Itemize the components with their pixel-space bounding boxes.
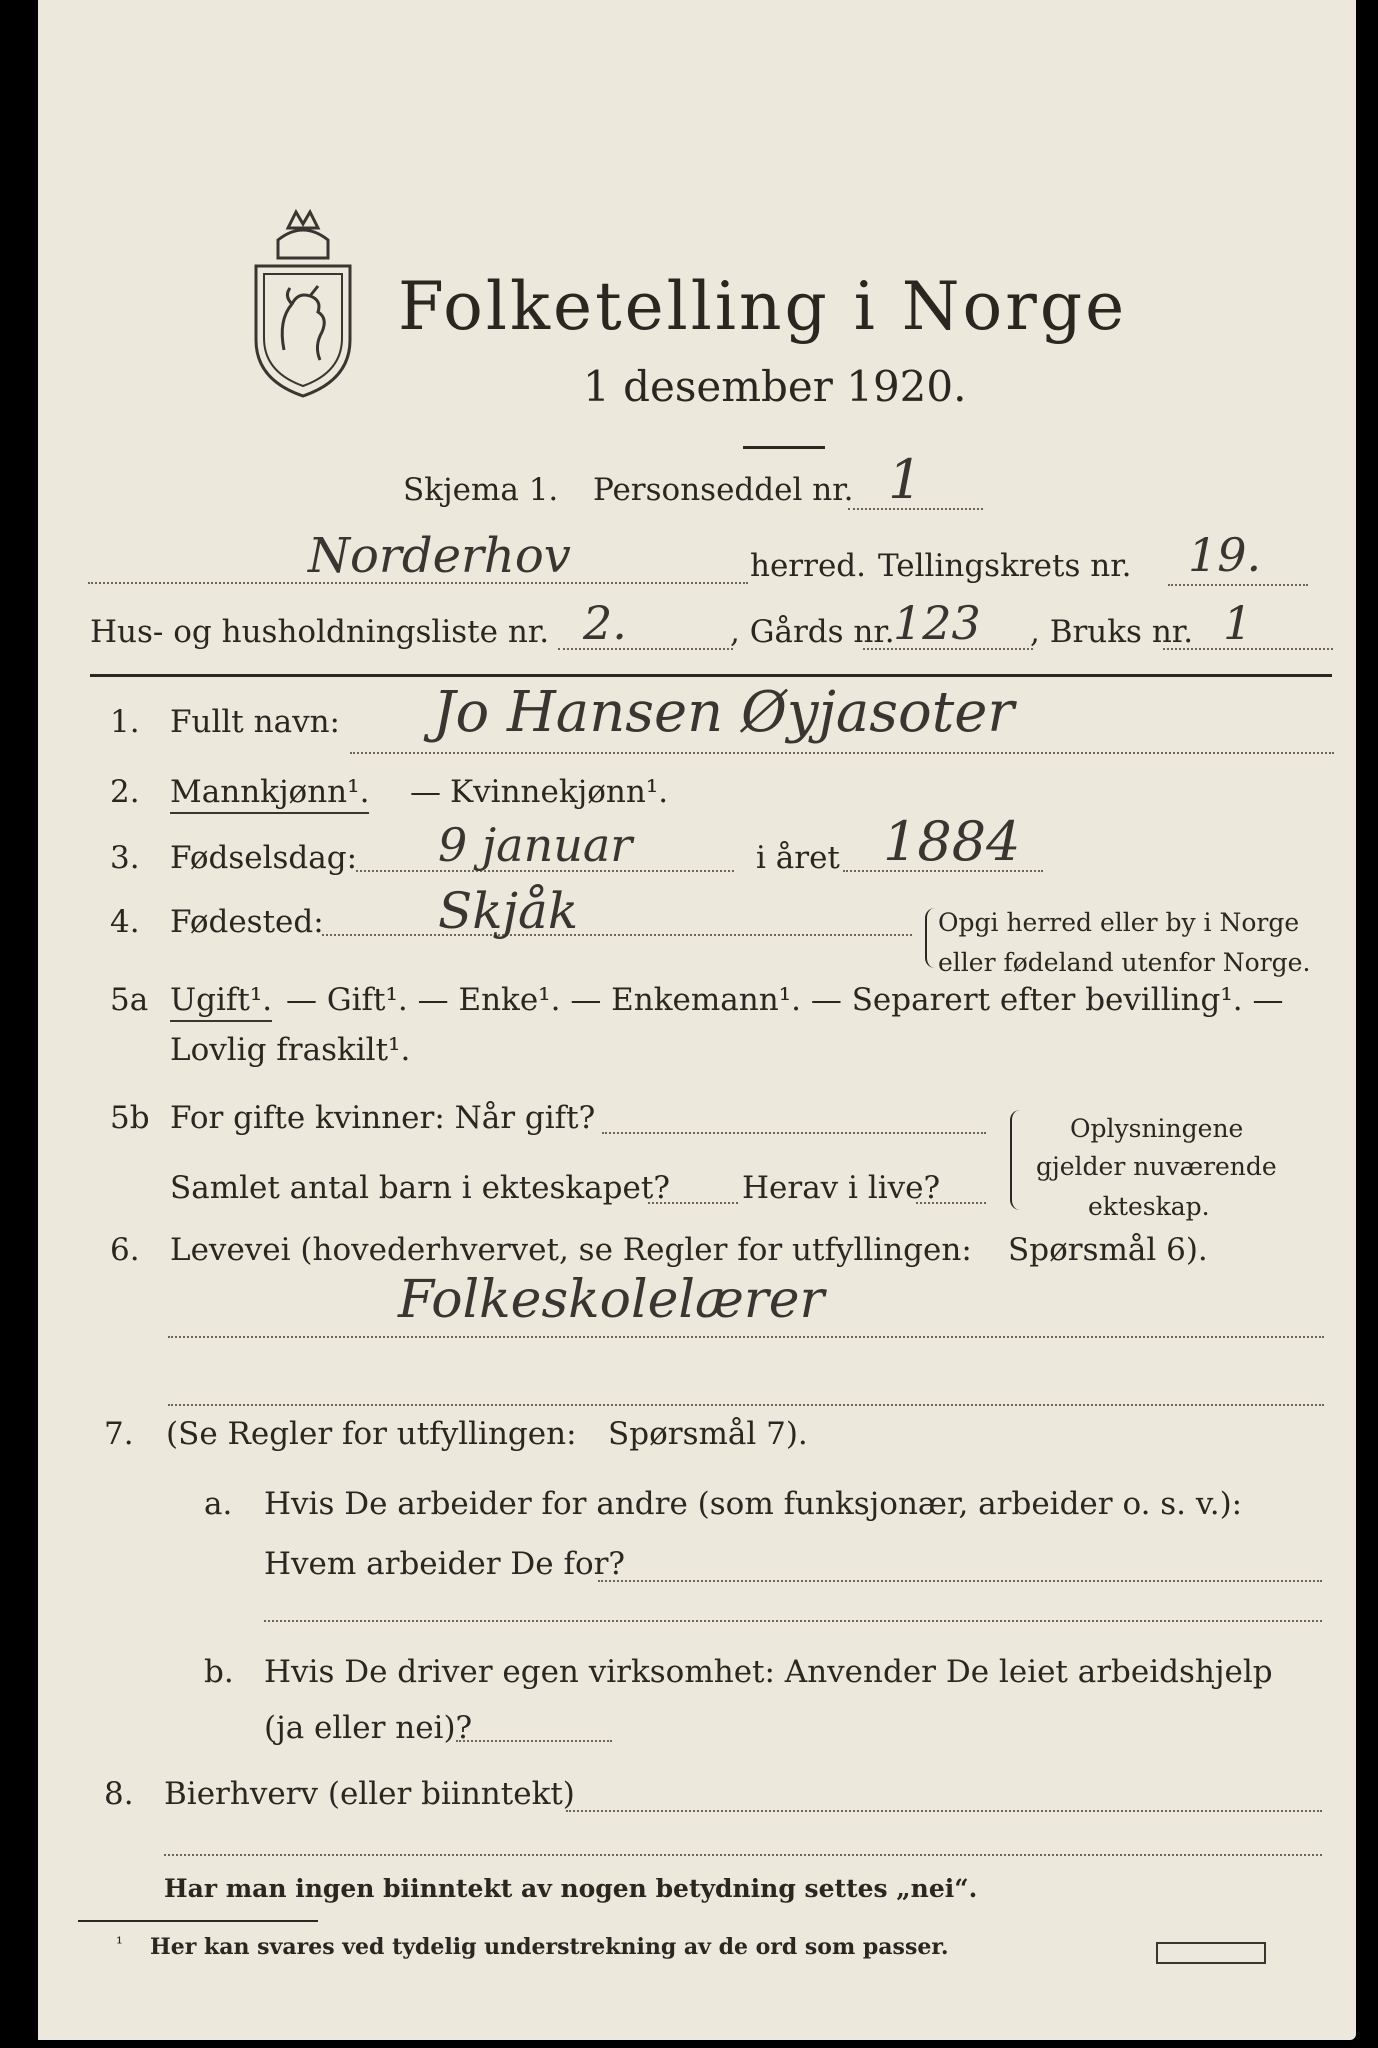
alive-label: Herav i live?: [742, 1170, 941, 1206]
birth-date-value[interactable]: 9 januar: [438, 818, 633, 872]
bruks-value[interactable]: 1: [1223, 596, 1253, 650]
title-divider: [743, 446, 825, 449]
birth-year-value[interactable]: 1884: [883, 810, 1021, 873]
q7-label: (Se Regler for utfyllingen:: [166, 1416, 577, 1452]
gards-value[interactable]: 123: [893, 596, 981, 650]
q5b-number: 5b: [110, 1100, 150, 1136]
q6-label: Levevei (hovederhvervet, se Regler for utfyllingen:: [170, 1232, 972, 1268]
q7-number: 7.: [104, 1416, 134, 1452]
children-dots: [648, 1202, 738, 1204]
q7b-letter: b.: [204, 1654, 234, 1690]
marital-status-options[interactable]: — Gift¹. — Enke¹. — Enkemann¹. — Separert efter bevilling¹. —: [286, 982, 1284, 1018]
full-name-value[interactable]: Jo Hansen Øyjasoter: [433, 680, 1015, 745]
herred-label: herred.: [750, 548, 866, 584]
q7a-letter: a.: [204, 1486, 233, 1522]
q4-dots: [322, 934, 912, 936]
tellingskrets-label: Tellingskrets nr.: [878, 548, 1132, 584]
q6-dots-line2: [168, 1404, 1324, 1406]
year-label: i året: [756, 840, 840, 876]
q5b-note-line2: gjelder nuværende: [1036, 1152, 1277, 1181]
q4-note-line1: Opgi herred eller by i Norge: [938, 908, 1300, 937]
personseddel-value[interactable]: 1: [888, 448, 923, 511]
alive-dots: [916, 1202, 986, 1204]
q4-label: Fødested:: [170, 904, 324, 940]
gender-separator: —: [410, 774, 441, 810]
q3-number: 3.: [110, 840, 140, 876]
q6-ref: Spørsmål 6).: [1008, 1232, 1208, 1268]
q4-brace: [925, 908, 937, 968]
q7b-text: Hvis De driver egen virksomhet: Anvender De leiet arbeidshjelp: [264, 1654, 1273, 1690]
q5b-brace: [1010, 1110, 1024, 1210]
q1-label: Fullt navn:: [170, 704, 340, 740]
husliste-label: Hus- og husholdningsliste nr.: [90, 614, 550, 650]
q7b-dots: [456, 1740, 612, 1742]
schema-label: Skjema 1.: [403, 472, 559, 508]
q2-number: 2.: [110, 774, 140, 810]
female-option[interactable]: Kvinnekjønn¹.: [450, 774, 669, 810]
husliste-value[interactable]: 2.: [583, 596, 627, 650]
printer-stamp-icon: [1156, 1942, 1266, 1964]
q1-number: 1.: [110, 704, 140, 740]
q6-number: 6.: [110, 1232, 140, 1268]
census-date: 1 desember 1920.: [583, 362, 967, 411]
q8-number: 8.: [104, 1776, 134, 1812]
footnote-mark: ¹: [116, 1934, 123, 1954]
personseddel-label: Personseddel nr.: [593, 472, 854, 508]
married-when-label: For gifte kvinner: Når gift?: [170, 1100, 596, 1136]
lovlig-fraskilt-option[interactable]: Lovlig fraskilt¹.: [170, 1032, 411, 1068]
herred-value[interactable]: Norderhov: [308, 528, 571, 584]
ugift-option[interactable]: Ugift¹.: [170, 982, 272, 1022]
form-title: Folketelling i Norge: [398, 268, 1128, 345]
q7a-dots-line1: [598, 1580, 1322, 1582]
birthplace-value[interactable]: Skjåk: [438, 882, 579, 940]
q7a-sub-label: Hvem arbeider De for?: [264, 1546, 626, 1582]
q5a-number: 5a: [110, 982, 149, 1018]
q7a-dots-line2: [264, 1620, 1322, 1622]
footnote-text: Her kan svares ved tydelig understrekning av de ord som passer.: [150, 1934, 949, 1960]
q7b-sub-label: (ja eller nei)?: [264, 1710, 473, 1746]
bruks-label: , Bruks nr.: [1030, 614, 1194, 650]
q8-dots-line1: [566, 1810, 1322, 1812]
q7a-text: Hvis De arbeider for andre (som funksjonær, arbeider o. s. v.):: [264, 1486, 1243, 1522]
occupation-value[interactable]: Folkeskolelærer: [398, 1270, 825, 1330]
tellingskrets-dots: [1168, 584, 1308, 586]
gards-label: , Gårds nr.: [730, 614, 895, 650]
q6-dots-line1: [168, 1336, 1324, 1338]
census-form-sheet: [38, 0, 1356, 2040]
q8-label: Bierhverv (eller biinntekt): [164, 1776, 575, 1812]
q5b-note-line3: ekteskap.: [1088, 1192, 1210, 1221]
q8-dots-line2: [164, 1854, 1322, 1856]
q4-number: 4.: [110, 904, 140, 940]
q3-label: Fødselsdag:: [170, 840, 358, 876]
married-when-dots: [602, 1132, 986, 1134]
header-divider: [90, 674, 1332, 677]
tellingskrets-value[interactable]: 19.: [1188, 528, 1262, 582]
no-income-note: Har man ingen biinntekt av nogen betydning settes „nei“.: [164, 1874, 978, 1903]
male-option[interactable]: Mannkjønn¹.: [170, 774, 369, 814]
q7-ref: Spørsmål 7).: [608, 1416, 808, 1452]
q4-note-line2: eller fødeland utenfor Norge.: [938, 948, 1311, 977]
footnote-divider: [78, 1920, 318, 1922]
q1-dots: [350, 752, 1334, 754]
coat-of-arms-icon: [248, 200, 358, 400]
children-label: Samlet antal barn i ekteskapet?: [170, 1170, 670, 1206]
q5b-note-line1: Oplysningene: [1070, 1114, 1244, 1143]
